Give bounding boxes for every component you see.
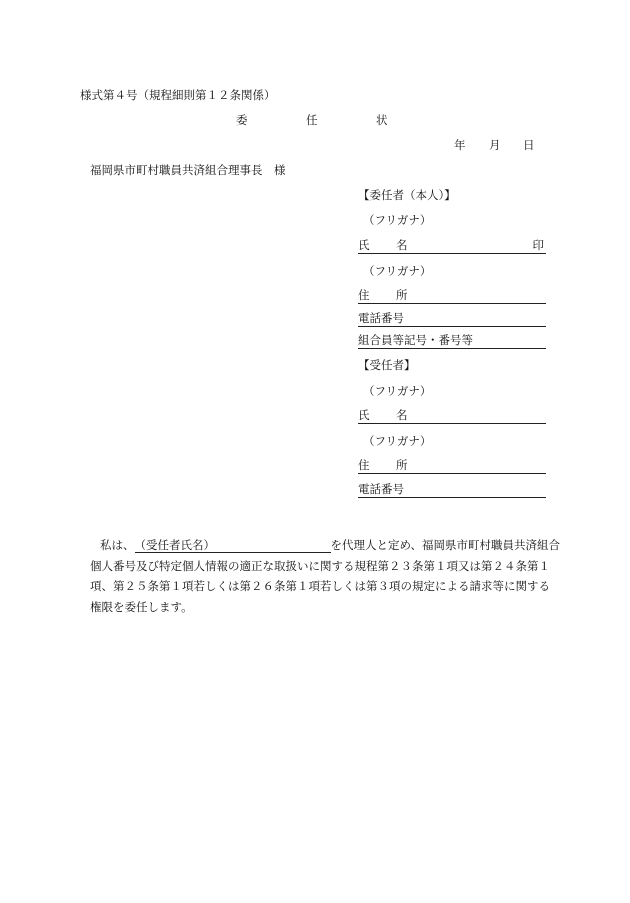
delegator-phone-label: 電話番号 [358,311,404,325]
delegate-phone-field[interactable] [358,482,546,498]
delegator-kana-name-label: （フリガナ） [363,213,432,227]
delegate-kana-address-label: （フリガナ） [363,434,432,448]
delegate-name-label-2: 名 [396,408,408,422]
delegator-member-number-field[interactable] [358,333,546,349]
seal-mark: 印 [532,238,544,252]
delegate-address-field[interactable] [358,458,546,474]
delegate-phone-label: 電話番号 [358,482,404,496]
delegator-address-label-1: 住 [358,288,370,302]
delegation-statement [90,535,560,617]
delegator-address-field[interactable] [358,288,546,304]
delegator-phone-field[interactable] [358,311,546,327]
date-year-label: 年 [454,138,466,152]
title-char-3: 状 [376,113,388,127]
delegate-address-label-2: 所 [396,458,408,472]
delegator-kana-address-label: （フリガナ） [363,264,432,278]
statement-prefix: 私は、 [100,538,135,552]
delegate-kana-name-label: （フリガナ） [363,384,432,398]
title-char-1: 委 [236,113,248,127]
delegator-address-label-2: 所 [396,288,408,302]
statement-line-3: 項、第２５条第１項若しくは第２６条第１項若しくは第３項の規定による請求等に関する [90,579,550,593]
delegate-name-label-1: 氏 [358,408,370,422]
addressee: 福岡県市町村職員共済組合理事長 様 [90,163,286,177]
date-month-label: 月 [489,138,501,152]
delegate-heading: 【受任者】 [358,358,416,372]
statement-line-1 [90,535,560,556]
delegator-name-field[interactable] [358,238,546,254]
delegator-name-label-2: 名 [396,238,408,252]
delegator-member-number-label: 組合員等記号・番号等 [358,333,473,347]
delegator-heading: 【委任者（本人）】 [358,188,456,202]
delegator-name-label-1: 氏 [358,238,370,252]
delegate-name-blank[interactable] [135,538,331,553]
delegate-name-field[interactable] [358,408,546,424]
form-number: 様式第４号（規程細則第１２条関係） [80,88,276,102]
delegate-name-blank-label: （受任者氏名） [134,538,215,552]
title-char-2: 任 [306,113,318,127]
date-day-label: 日 [523,138,535,152]
statement-line-4: 権限を委任します。 [90,599,193,614]
delegate-address-label-1: 住 [358,458,370,472]
statement-line-1-rest: を代理人と定め、福岡県市町村職員共済組合 [330,538,561,552]
statement-line-2: 個人番号及び特定個人情報の適正な取扱いに関する規程第２３条第１項又は第２４条第１ [90,558,550,573]
